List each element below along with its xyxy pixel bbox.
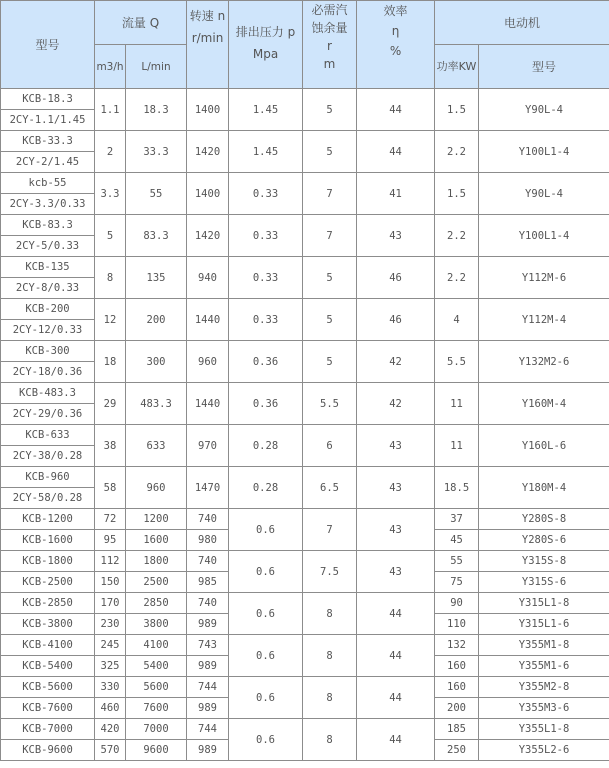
power-cell: 5.5: [435, 341, 479, 383]
power-cell: 45: [435, 530, 479, 551]
npsh-cell: 8: [303, 635, 357, 677]
pressure-cell: 0.6: [229, 551, 303, 593]
motor-cell: Y100L1-4: [479, 131, 609, 173]
speed-cell: 1400: [187, 173, 229, 215]
eff-cell: 41: [357, 173, 435, 215]
model-cell: KCB-135: [1, 257, 95, 278]
header-pressure: 排出压力 p Mpa: [229, 1, 303, 89]
lmin-cell: 300: [126, 341, 187, 383]
power-cell: 250: [435, 740, 479, 761]
model-cell: KCB-33.3: [1, 131, 95, 152]
lmin-cell: 633: [126, 425, 187, 467]
npsh-cell: 7: [303, 215, 357, 257]
header-flow-m3h: m3/h: [95, 45, 126, 89]
header-motor: 电动机: [435, 1, 609, 45]
npsh-cell: 7: [303, 173, 357, 215]
lmin-cell: 33.3: [126, 131, 187, 173]
power-cell: 55: [435, 551, 479, 572]
motor-cell: Y100L1-4: [479, 215, 609, 257]
table-row: [1, 677, 609, 698]
header-flow-lmin: L/min: [126, 45, 187, 89]
power-cell: 2.2: [435, 257, 479, 299]
speed-cell: 940: [187, 257, 229, 299]
motor-cell: Y355L2-6: [479, 740, 609, 761]
lmin-cell: 5600: [126, 677, 187, 698]
table-row: [1, 215, 609, 236]
eff-cell: 44: [357, 89, 435, 131]
m3h-cell: 5: [95, 215, 126, 257]
speed-cell: 960: [187, 341, 229, 383]
pressure-cell: 0.33: [229, 173, 303, 215]
npsh-cell: 5: [303, 299, 357, 341]
model-cell: KCB-200: [1, 299, 95, 320]
power-cell: 11: [435, 425, 479, 467]
npsh-cell: 5: [303, 131, 357, 173]
eff-cell: 46: [357, 257, 435, 299]
speed-cell: 744: [187, 677, 229, 698]
eff-cell: 43: [357, 215, 435, 257]
npsh-cell: 5: [303, 341, 357, 383]
eff-cell: 44: [357, 131, 435, 173]
lmin-cell: 483.3: [126, 383, 187, 425]
speed-cell: 989: [187, 614, 229, 635]
power-cell: 11: [435, 383, 479, 425]
motor-cell: Y355L1-8: [479, 719, 609, 740]
model-cell: KCB-3800: [1, 614, 95, 635]
model-cell: KCB-4100: [1, 635, 95, 656]
header-speed: 转速 n r/min: [187, 1, 229, 89]
motor-cell: Y90L-4: [479, 89, 609, 131]
eff-cell: 44: [357, 677, 435, 719]
speed-cell: 980: [187, 530, 229, 551]
speed-cell: 1400: [187, 89, 229, 131]
motor-cell: Y280S-6: [479, 530, 609, 551]
header-motor-power: 功率KW: [435, 45, 479, 89]
speed-cell: 1440: [187, 299, 229, 341]
speed-cell: 740: [187, 509, 229, 530]
model-cell: KCB-300: [1, 341, 95, 362]
npsh-cell: 6: [303, 425, 357, 467]
pressure-cell: 1.45: [229, 89, 303, 131]
header-npsh: 必需汽 蚀余量 r m: [303, 1, 357, 89]
speed-cell: 989: [187, 656, 229, 677]
model-cell: KCB-483.3: [1, 383, 95, 404]
pressure-cell: 0.33: [229, 257, 303, 299]
eff-cell: 46: [357, 299, 435, 341]
pressure-cell: 0.6: [229, 677, 303, 719]
m3h-cell: 245: [95, 635, 126, 656]
pressure-cell: 0.33: [229, 299, 303, 341]
npsh-cell: 5.5: [303, 383, 357, 425]
motor-cell: Y315L1-6: [479, 614, 609, 635]
lmin-cell: 1200: [126, 509, 187, 530]
pressure-cell: 0.36: [229, 383, 303, 425]
lmin-cell: 5400: [126, 656, 187, 677]
npsh-cell: 7: [303, 509, 357, 551]
eff-cell: 43: [357, 509, 435, 551]
motor-cell: Y160L-6: [479, 425, 609, 467]
speed-cell: 989: [187, 698, 229, 719]
speed-cell: 989: [187, 740, 229, 761]
motor-cell: Y180M-4: [479, 467, 609, 509]
m3h-cell: 12: [95, 299, 126, 341]
eff-cell: 42: [357, 341, 435, 383]
power-cell: 2.2: [435, 131, 479, 173]
npsh-cell: 8: [303, 593, 357, 635]
eff-cell: 44: [357, 719, 435, 761]
eff-cell: 43: [357, 551, 435, 593]
m3h-cell: 18: [95, 341, 126, 383]
m3h-cell: 330: [95, 677, 126, 698]
model-cell: KCB-1800: [1, 551, 95, 572]
table-row: [1, 341, 609, 362]
table-row: [1, 467, 609, 488]
m3h-cell: 95: [95, 530, 126, 551]
model-cell: KCB-960: [1, 467, 95, 488]
model-cell: KCB-5400: [1, 656, 95, 677]
pressure-cell: 0.6: [229, 635, 303, 677]
pressure-cell: 0.28: [229, 467, 303, 509]
power-cell: 37: [435, 509, 479, 530]
npsh-cell: 5: [303, 89, 357, 131]
table-row: [1, 89, 609, 110]
model-cell: 2CY-18/0.36: [1, 362, 95, 383]
motor-cell: Y280S-8: [479, 509, 609, 530]
speed-cell: 1420: [187, 131, 229, 173]
npsh-cell: 5: [303, 257, 357, 299]
table-row: [1, 131, 609, 152]
power-cell: 1.5: [435, 173, 479, 215]
power-cell: 90: [435, 593, 479, 614]
lmin-cell: 200: [126, 299, 187, 341]
model-cell: 2CY-58/0.28: [1, 488, 95, 509]
motor-cell: Y315S-6: [479, 572, 609, 593]
eff-cell: 42: [357, 383, 435, 425]
model-cell: KCB-633: [1, 425, 95, 446]
model-cell: 2CY-5/0.33: [1, 236, 95, 257]
model-cell: KCB-7000: [1, 719, 95, 740]
speed-cell: 1440: [187, 383, 229, 425]
lmin-cell: 2850: [126, 593, 187, 614]
table-row: [1, 593, 609, 614]
pressure-cell: 0.33: [229, 215, 303, 257]
model-cell: 2CY-2/1.45: [1, 152, 95, 173]
model-cell: 2CY-29/0.36: [1, 404, 95, 425]
model-cell: KCB-7600: [1, 698, 95, 719]
speed-cell: 1420: [187, 215, 229, 257]
speed-cell: 744: [187, 719, 229, 740]
eff-cell: 44: [357, 635, 435, 677]
power-cell: 2.2: [435, 215, 479, 257]
m3h-cell: 3.3: [95, 173, 126, 215]
header-flow: 流量 Q: [95, 1, 187, 45]
model-cell: KCB-2850: [1, 593, 95, 614]
m3h-cell: 150: [95, 572, 126, 593]
lmin-cell: 4100: [126, 635, 187, 656]
model-cell: 2CY-12/0.33: [1, 320, 95, 341]
model-cell: 2CY-1.1/1.45: [1, 110, 95, 131]
model-cell: kcb-55: [1, 173, 95, 194]
m3h-cell: 460: [95, 698, 126, 719]
power-cell: 4: [435, 299, 479, 341]
motor-cell: Y355M2-8: [479, 677, 609, 698]
m3h-cell: 29: [95, 383, 126, 425]
table-row: [1, 173, 609, 194]
m3h-cell: 420: [95, 719, 126, 740]
m3h-cell: 1.1: [95, 89, 126, 131]
m3h-cell: 570: [95, 740, 126, 761]
motor-cell: Y355M3-6: [479, 698, 609, 719]
m3h-cell: 170: [95, 593, 126, 614]
power-cell: 132: [435, 635, 479, 656]
motor-cell: Y90L-4: [479, 173, 609, 215]
power-cell: 160: [435, 677, 479, 698]
npsh-cell: 8: [303, 719, 357, 761]
model-cell: KCB-1200: [1, 509, 95, 530]
header-model: 型号: [1, 1, 95, 89]
pressure-cell: 0.28: [229, 425, 303, 467]
motor-cell: Y132M2-6: [479, 341, 609, 383]
lmin-cell: 83.3: [126, 215, 187, 257]
m3h-cell: 325: [95, 656, 126, 677]
speed-cell: 970: [187, 425, 229, 467]
motor-cell: Y355M1-6: [479, 656, 609, 677]
m3h-cell: 72: [95, 509, 126, 530]
motor-cell: Y160M-4: [479, 383, 609, 425]
power-cell: 110: [435, 614, 479, 635]
m3h-cell: 38: [95, 425, 126, 467]
model-cell: KCB-5600: [1, 677, 95, 698]
table-row: [1, 299, 609, 320]
pressure-cell: 1.45: [229, 131, 303, 173]
npsh-cell: 8: [303, 677, 357, 719]
eff-cell: 44: [357, 593, 435, 635]
pressure-cell: 0.6: [229, 593, 303, 635]
lmin-cell: 1800: [126, 551, 187, 572]
model-cell: 2CY-38/0.28: [1, 446, 95, 467]
lmin-cell: 9600: [126, 740, 187, 761]
lmin-cell: 135: [126, 257, 187, 299]
pressure-cell: 0.6: [229, 719, 303, 761]
power-cell: 200: [435, 698, 479, 719]
power-cell: 185: [435, 719, 479, 740]
m3h-cell: 58: [95, 467, 126, 509]
m3h-cell: 8: [95, 257, 126, 299]
pressure-cell: 0.6: [229, 509, 303, 551]
motor-cell: Y315S-8: [479, 551, 609, 572]
m3h-cell: 230: [95, 614, 126, 635]
npsh-cell: 6.5: [303, 467, 357, 509]
speed-cell: 740: [187, 593, 229, 614]
table-row: [1, 509, 609, 530]
table-row: [1, 551, 609, 572]
speed-cell: 1470: [187, 467, 229, 509]
power-cell: 160: [435, 656, 479, 677]
model-cell: KCB-83.3: [1, 215, 95, 236]
model-cell: KCB-18.3: [1, 89, 95, 110]
npsh-cell: 7.5: [303, 551, 357, 593]
speed-cell: 985: [187, 572, 229, 593]
lmin-cell: 7000: [126, 719, 187, 740]
eff-cell: 43: [357, 425, 435, 467]
model-cell: KCB-9600: [1, 740, 95, 761]
motor-cell: Y112M-6: [479, 257, 609, 299]
lmin-cell: 960: [126, 467, 187, 509]
m3h-cell: 112: [95, 551, 126, 572]
power-cell: 18.5: [435, 467, 479, 509]
table-row: [1, 257, 609, 278]
header-motor-model: 型号: [479, 45, 609, 89]
pressure-cell: 0.36: [229, 341, 303, 383]
model-cell: KCB-1600: [1, 530, 95, 551]
table-row: [1, 635, 609, 656]
lmin-cell: 2500: [126, 572, 187, 593]
lmin-cell: 1600: [126, 530, 187, 551]
m3h-cell: 2: [95, 131, 126, 173]
lmin-cell: 3800: [126, 614, 187, 635]
table-row: [1, 383, 609, 404]
table-row: [1, 719, 609, 740]
table-row: [1, 425, 609, 446]
motor-cell: Y315L1-8: [479, 593, 609, 614]
header-efficiency: 效率 η %: [357, 1, 435, 89]
speed-cell: 740: [187, 551, 229, 572]
model-cell: 2CY-8/0.33: [1, 278, 95, 299]
power-cell: 1.5: [435, 89, 479, 131]
eff-cell: 43: [357, 467, 435, 509]
lmin-cell: 18.3: [126, 89, 187, 131]
power-cell: 75: [435, 572, 479, 593]
model-cell: 2CY-3.3/0.33: [1, 194, 95, 215]
motor-cell: Y112M-4: [479, 299, 609, 341]
lmin-cell: 7600: [126, 698, 187, 719]
motor-cell: Y355M1-8: [479, 635, 609, 656]
speed-cell: 743: [187, 635, 229, 656]
model-cell: KCB-2500: [1, 572, 95, 593]
lmin-cell: 55: [126, 173, 187, 215]
